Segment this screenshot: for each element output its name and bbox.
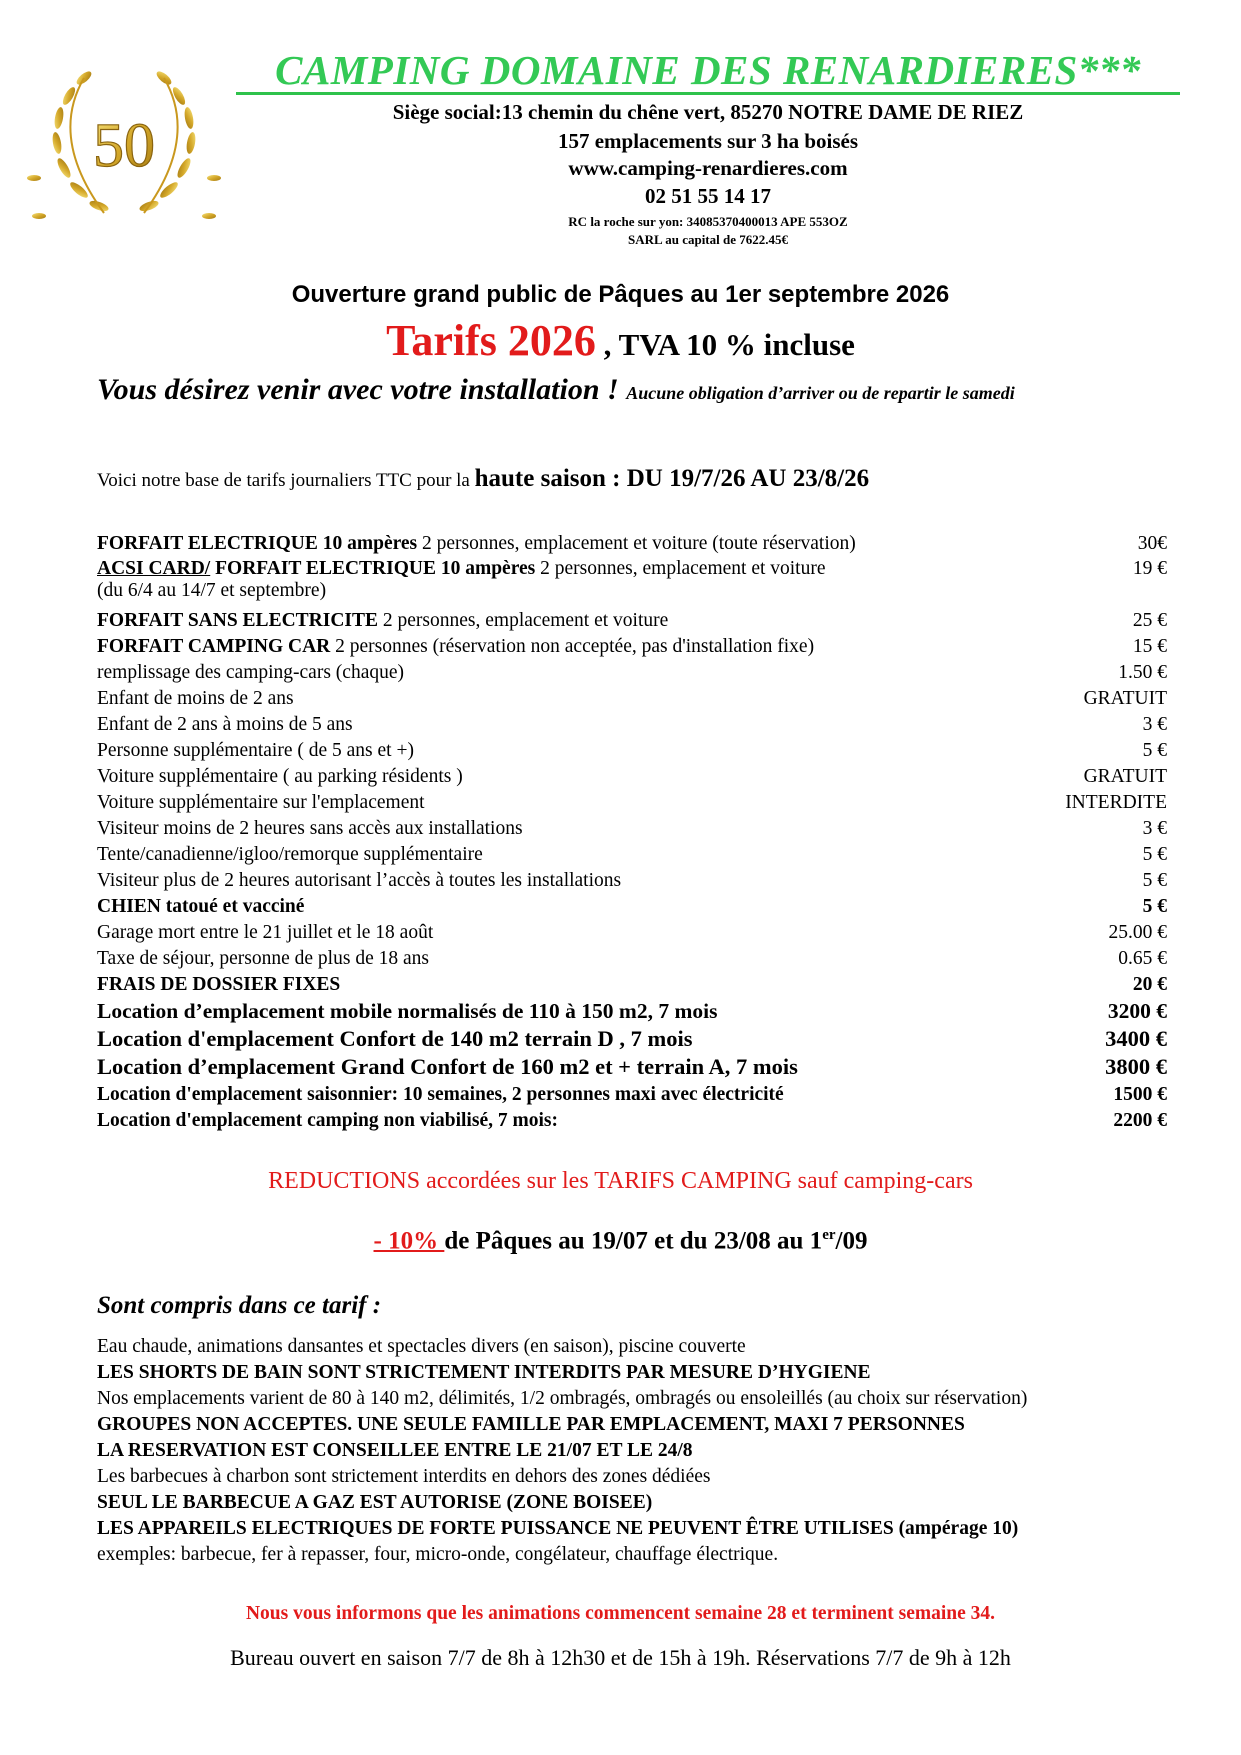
price-row-text: Enfant de 2 ans à moins de 5 ans (97, 714, 353, 735)
price-row-bold: FORFAIT SANS ELECTRICITE (97, 610, 379, 631)
intro-text: Voici notre base de tarifs journaliers TTC pour la (97, 470, 475, 491)
price-row-text: Garage mort entre le 21 juillet et le 18 août (97, 922, 434, 943)
price-row-price: 3200 € (1107, 999, 1167, 1023)
price-row-price: GRATUIT (1083, 766, 1167, 787)
price-row-price: 30€ (1137, 533, 1167, 554)
price-row (97, 764, 1167, 790)
install-notice (97, 374, 1187, 409)
tarifs-heading (0, 315, 1241, 366)
price-row-price: 3400 € (1105, 1026, 1167, 1051)
price-row-price: 15 € (1132, 636, 1167, 657)
price-row-label (97, 1054, 798, 1080)
price-row-label (97, 712, 353, 738)
included-line: GROUPES NON ACCEPTES. UNE SEULE FAMILLE PAR EMPLACEMENT, MAXI 7 PERSONNES (97, 1414, 965, 1435)
price-row-bold: Location d’emplacement mobile normalisés de 110 à 150 m2, 7 mois (97, 999, 718, 1023)
website-link[interactable]: www.camping-renardieres.com (568, 156, 848, 180)
price-row-text: Enfant de moins de 2 ans (97, 688, 294, 709)
price-row-text: Voiture supplémentaire sur l'emplacement (97, 792, 425, 813)
price-row-price: 5 € (1142, 896, 1167, 917)
price-row (97, 998, 1167, 1024)
price-row-label (97, 1026, 693, 1052)
price-row-sub: (du 6/4 au 14/7 et septembre) (97, 580, 327, 601)
price-row (97, 946, 1167, 972)
price-row-price: 25 € (1132, 610, 1167, 631)
price-row-text: Visiteur moins de 2 heures sans accès aux installations (97, 818, 523, 839)
discount-percent: - 10% (373, 1227, 445, 1255)
acsi-card-label: ACSI CARD/ (97, 558, 211, 579)
price-row-label (97, 738, 414, 764)
address: Siège social:13 chemin du chêne vert, 85270 NOTRE DAME DE RIEZ (392, 100, 1024, 124)
price-row-label (97, 764, 463, 790)
price-row-label (97, 920, 433, 946)
discount-line (0, 1227, 1241, 1255)
price-row-text: Visiteur plus de 2 heures autorisant l’accès à toutes les installations (97, 870, 622, 891)
capacity: 157 emplacements sur 3 ha boisés (557, 129, 859, 153)
price-row (97, 816, 1167, 842)
price-row (97, 608, 1167, 634)
intro (97, 465, 869, 493)
discount-sup: er (822, 1227, 836, 1243)
price-row-label (97, 660, 404, 686)
price-row (97, 894, 1167, 920)
logo-number: 50 (93, 112, 155, 180)
price-row-price: 3800 € (1105, 1054, 1167, 1079)
price-row-price: INTERDITE (1065, 792, 1167, 813)
price-row-text: 2 personnes, emplacement et voiture (535, 558, 826, 579)
camping-title (236, 48, 1180, 95)
price-row (97, 531, 1167, 557)
price-row-label (97, 998, 717, 1024)
price-row-label (97, 634, 814, 660)
price-row-text: 2 personnes, emplacement et voiture (toute réservation) (417, 533, 856, 554)
price-row-text: Voiture supplémentaire ( au parking résidents ) (97, 766, 463, 787)
price-row-label (97, 531, 856, 557)
price-row-label (97, 686, 294, 712)
price-row-price: 3 € (1142, 818, 1167, 839)
included-line: SEUL LE BARBECUE A GAZ EST AUTORISE (ZONE BOISEE) (97, 1492, 653, 1513)
office-hours: Bureau ouvert en saison 7/7 de 8h à 12h30 et de 15h à 19h. Réservations 7/7 de 9h à 12h (230, 1645, 1011, 1670)
included-line: Nos emplacements varient de 80 à 140 m2, délimités, 1/2 ombragés, ombragés ou ensoleillés (au choix sur réservation) (97, 1388, 1028, 1409)
price-row-label (97, 790, 425, 816)
included-line: Eau chaude, animations dansantes et spectacles divers (en saison), piscine couverte (97, 1336, 746, 1357)
price-row-price: 5 € (1142, 870, 1167, 891)
price-row-label (97, 608, 668, 634)
price-row-price: 5 € (1142, 844, 1167, 865)
price-row-price: 1.50 € (1118, 662, 1167, 683)
price-row-bold: Location d’emplacement Grand Confort de 160 m2 et + terrain A, 7 mois (97, 1054, 798, 1079)
price-row-price: 1500 € (1113, 1084, 1167, 1105)
price-row-label (97, 1082, 784, 1108)
discount-text: de Pâques au 19/07 et du 23/08 au 1 (444, 1227, 823, 1255)
price-row (97, 634, 1167, 660)
install-small: Aucune obligation d’arriver ou de repartir le samedi (626, 383, 1015, 403)
price-row (97, 660, 1167, 686)
price-row (97, 738, 1167, 764)
price-row-price: 0.65 € (1118, 948, 1167, 969)
price-row-price: GRATUIT (1083, 688, 1167, 709)
price-row-label (97, 894, 304, 920)
price-row-bold: FORFAIT ELECTRIQUE 10 ampères (210, 558, 536, 579)
price-row-label (97, 842, 483, 868)
opening-period: Ouverture grand public de Pâques au 1er septembre 2026 (291, 281, 950, 308)
price-row-label (97, 1108, 558, 1134)
price-row (97, 556, 1167, 601)
anniversary-50-logo (24, 48, 224, 228)
price-row-label (97, 816, 523, 842)
price-row (97, 686, 1167, 712)
included-line: LES SHORTS DE BAIN SONT STRICTEMENT INTERDITS PAR MESURE D’HYGIENE (97, 1362, 871, 1383)
price-row-text: remplissage des camping-cars (chaque) (97, 662, 404, 683)
price-row-bold: FORFAIT ELECTRIQUE 10 ampères (97, 533, 418, 554)
price-row-text: Personne supplémentaire ( de 5 ans et +) (97, 740, 414, 761)
price-row-text: Tente/canadienne/igloo/remorque supplémentaire (97, 844, 483, 865)
price-row (97, 920, 1167, 946)
reductions-heading: REDUCTIONS accordées sur les TARIFS CAMPING sauf camping-cars (268, 1168, 973, 1194)
included-line: exemples: barbecue, fer à repasser, four, micro-onde, congélateur, chauffage électrique. (97, 1544, 779, 1565)
included-line: Les barbecues à charbon sont strictement interdits en dehors des zones dédiées (97, 1466, 711, 1487)
capital: SARL au capital de 7622.45€ (628, 232, 788, 247)
price-row (97, 1026, 1167, 1052)
price-row-label (97, 868, 621, 894)
price-row-bold: Location d'emplacement Confort de 140 m2 terrain D , 7 mois (97, 1026, 693, 1051)
price-row (97, 1082, 1167, 1108)
price-row-bold: CHIEN tatoué et vacciné (97, 896, 305, 917)
price-row (97, 868, 1167, 894)
tarifs-year: Tarifs 2026 (386, 316, 596, 365)
install-main: Vous désirez venir avec votre installation ! (97, 373, 627, 406)
price-row-text: Taxe de séjour, personne de plus de 18 ans (97, 948, 429, 969)
price-row-price: 3 € (1142, 714, 1167, 735)
discount-end: /09 (835, 1227, 868, 1255)
price-row-price: 25.00 € (1108, 922, 1167, 943)
registry: RC la roche sur yon: 34085370400013 APE 553OZ (568, 214, 848, 229)
price-row-text: 2 personnes, emplacement et voiture (378, 610, 669, 631)
price-row-price: 2200 € (1113, 1110, 1167, 1131)
price-row (97, 1108, 1167, 1134)
price-row (97, 790, 1167, 816)
price-row (97, 1054, 1167, 1080)
price-row-label (97, 972, 340, 998)
included-line: LA RESERVATION EST CONSEILLEE ENTRE LE 21/07 ET LE 24/8 (97, 1440, 693, 1461)
tarifs-vat: , TVA 10 % incluse (595, 327, 855, 362)
animations-notice: Nous vous informons que les animations commencent semaine 28 et terminent semaine 34. (245, 1603, 996, 1624)
price-row-bold: Location d'emplacement camping non viabilisé, 7 mois: (97, 1110, 558, 1131)
price-row-price: 20 € (1132, 974, 1167, 995)
price-row-price: 19 € (1132, 558, 1167, 579)
intro-season: haute saison : DU 19/7/26 AU 23/8/26 (474, 465, 870, 492)
price-row-bold: FRAIS DE DOSSIER FIXES (97, 974, 341, 995)
phone: 02 51 55 14 17 (645, 184, 771, 208)
price-row-bold: FORFAIT CAMPING CAR (97, 636, 331, 657)
price-row (97, 972, 1167, 998)
camping-title-text: CAMPING DOMAINE DES RENARDIERES*** (275, 47, 1141, 93)
price-row-price: 5 € (1142, 740, 1167, 761)
price-row-text: 2 personnes (réservation non acceptée, pas d'installation fixe) (330, 636, 815, 657)
price-row (97, 712, 1167, 738)
included-heading: Sont compris dans ce tarif : (97, 1292, 382, 1319)
included-line: LES APPAREILS ELECTRIQUES DE FORTE PUISSANCE NE PEUVENT ÊTRE UTILISES (ampérage 10) (97, 1518, 1019, 1539)
price-row-label (97, 946, 429, 972)
price-row-bold: Location d'emplacement saisonnier: 10 semaines, 2 personnes maxi avec électricité (97, 1084, 784, 1105)
price-row (97, 842, 1167, 868)
